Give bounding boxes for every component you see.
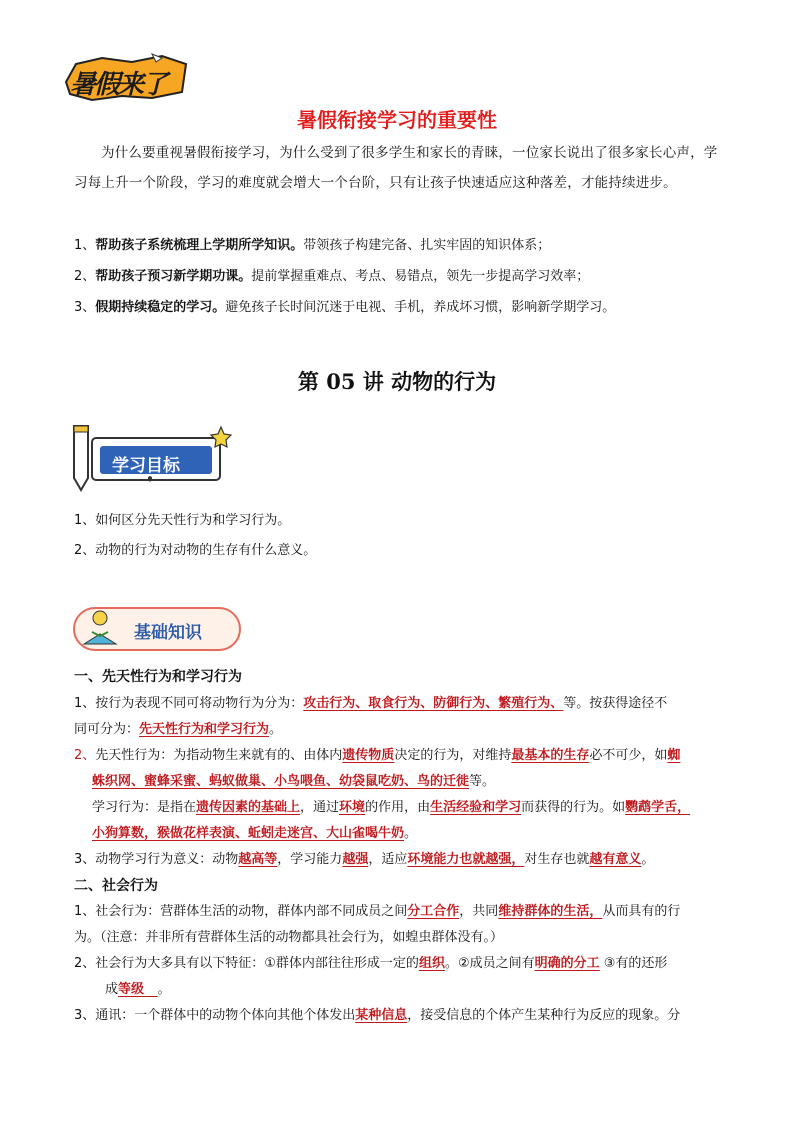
intro-paragraph: 为什么要重视暑假衔接学习，为什么受到了很多学生和家长的青睐，一位家长说出了很多家长心声，学习每上升一个阶段，学习的难度就会增大一个台阶，只有让孩子快速适应这种落差，才能持续进步。 (74, 145, 718, 191)
keyword: 某种信息 (355, 1008, 408, 1023)
text: 学习行为：是指在 (92, 800, 197, 815)
text: 从而具有的行 (602, 904, 681, 919)
text: 成 (105, 982, 119, 997)
text: 3、通讯：一个群体中的动物个体向其他个体发出 (74, 1008, 356, 1023)
goal-1: 1、如何区分先天性行为和学习行为。 (74, 513, 291, 528)
text-line-11 (105, 977, 765, 1003)
lecture-title: 第 05 讲 动物的行为 (297, 369, 497, 394)
keyword: 越有意义 (589, 852, 642, 867)
point-1 (74, 233, 734, 259)
text-line-12 (74, 1003, 734, 1029)
main-title: 暑假衔接学习的重要性 (297, 108, 497, 132)
goal-2: 2、动物的行为对动物的生存有什么意义。 (74, 543, 317, 558)
text: 而获得的行为。如 (521, 800, 626, 815)
text-line-2 (74, 717, 734, 743)
section-2-heading: 二、社会行为 (74, 878, 158, 894)
text: 。 (269, 722, 283, 737)
keyword: 鹦鹉学舌， (625, 800, 691, 815)
keyword: 明确的分工 (534, 956, 600, 971)
text-line-5 (92, 795, 742, 821)
text: 3、动物学习行为意义：动物 (74, 852, 239, 867)
text: 。 (641, 852, 655, 867)
keyword: 环境 (339, 800, 366, 815)
text: 1、按行为表现不同可将动物行为分为： (74, 696, 304, 711)
text-line-10 (74, 951, 734, 977)
keyword: 越高等 (238, 852, 278, 867)
text: 。 (404, 826, 418, 841)
point-text: 带领孩子构建完备、扎实牢固的知识体系； (303, 238, 551, 253)
knowledge-badge (72, 604, 244, 654)
text: ，适应 (368, 852, 408, 867)
keyword: 等级 (118, 982, 158, 997)
point-3 (74, 295, 734, 321)
summer-logo (62, 52, 192, 104)
text-line-4 (92, 769, 752, 795)
text: ，通过 (300, 800, 340, 815)
text: 对生存也就 (524, 852, 590, 867)
goals-badge (70, 420, 235, 492)
point-bold: 帮助孩子系统梳理上学期所学知识。 (95, 238, 304, 253)
text: 。 (157, 982, 171, 997)
text: 同可分为： (74, 722, 140, 737)
text-line-9: 为。（注意：并非所有营群体生活的动物都具社会行为，如蝗虫群体没有。） (74, 930, 504, 945)
point-text: 提前掌握重难点、考点、易错点，领先一步提高学习效率； (251, 269, 590, 284)
text: 必不可少，如 (589, 748, 668, 763)
number: 2、 (74, 748, 96, 763)
keyword: 先天性行为和学习行为 (139, 722, 270, 737)
text: 。②成员之间有 (444, 956, 535, 971)
text-line-6 (92, 821, 752, 847)
text: 等。 (469, 774, 496, 789)
keyword: 遗传物质 (342, 748, 395, 763)
text-line-1 (74, 691, 734, 717)
point-num: 3、 (74, 300, 96, 315)
text: ③有的还形 (599, 956, 668, 971)
keyword: 遗传因素的基础上 (196, 800, 301, 815)
point-num: 2、 (74, 269, 96, 284)
keyword: 蜘 (667, 748, 681, 763)
keyword: 维持群体的生活， (498, 904, 603, 919)
summer-logo-text: 暑假来了 (70, 70, 167, 100)
text-line-7 (74, 847, 734, 873)
point-2 (74, 264, 734, 290)
keyword: 分工合作 (407, 904, 460, 919)
keyword: 小狗算数，猴做花样表演、蚯蚓走迷宫、大山雀喝牛奶 (92, 826, 405, 841)
text: ，共同 (459, 904, 499, 919)
goals-badge-label: 学习目标 (112, 456, 180, 476)
keyword: 组织 (418, 956, 445, 971)
section-1-heading: 一、先天性行为和学习行为 (74, 669, 242, 685)
text: 决定的行为，对维持 (394, 748, 512, 763)
text-line-3 (74, 743, 734, 769)
point-bold: 假期持续稳定的学习。 (95, 300, 226, 315)
text: 等。按获得途径不 (563, 696, 668, 711)
text: 2、社会行为大多具有以下特征：①群体内部往往形成一定的 (74, 956, 419, 971)
text-line-8 (74, 899, 734, 925)
keyword: 攻击行为、取食行为、防御行为、繁殖行为、 (303, 696, 564, 711)
text: ，接受信息的个体产生某种行为反应的现象。分 (407, 1008, 681, 1023)
text: ，学习能力 (277, 852, 343, 867)
keyword: 越强 (342, 852, 369, 867)
point-num: 1、 (74, 238, 96, 253)
point-text: 避免孩子长时间沉迷于电视、手机，养成坏习惯，影响新学期学习。 (225, 300, 616, 315)
text: 1、社会行为：营群体生活的动物，群体内部不同成员之间 (74, 904, 408, 919)
keyword: 最基本的生存 (511, 748, 590, 763)
text: 先天性行为：为指动物生来就有的、由体内 (95, 748, 343, 763)
point-bold: 帮助孩子预习新学期功课。 (95, 269, 252, 284)
text: 的作用，由 (365, 800, 431, 815)
keyword: 生活经验和学习 (430, 800, 522, 815)
keyword: 环境能力也就越强， (407, 852, 525, 867)
knowledge-badge-label: 基础知识 (134, 623, 202, 643)
keyword: 蛛织网、蜜蜂采蜜、蚂蚁做巢、小鸟喂鱼、幼袋鼠吃奶、鸟的迁徙 (92, 774, 470, 789)
